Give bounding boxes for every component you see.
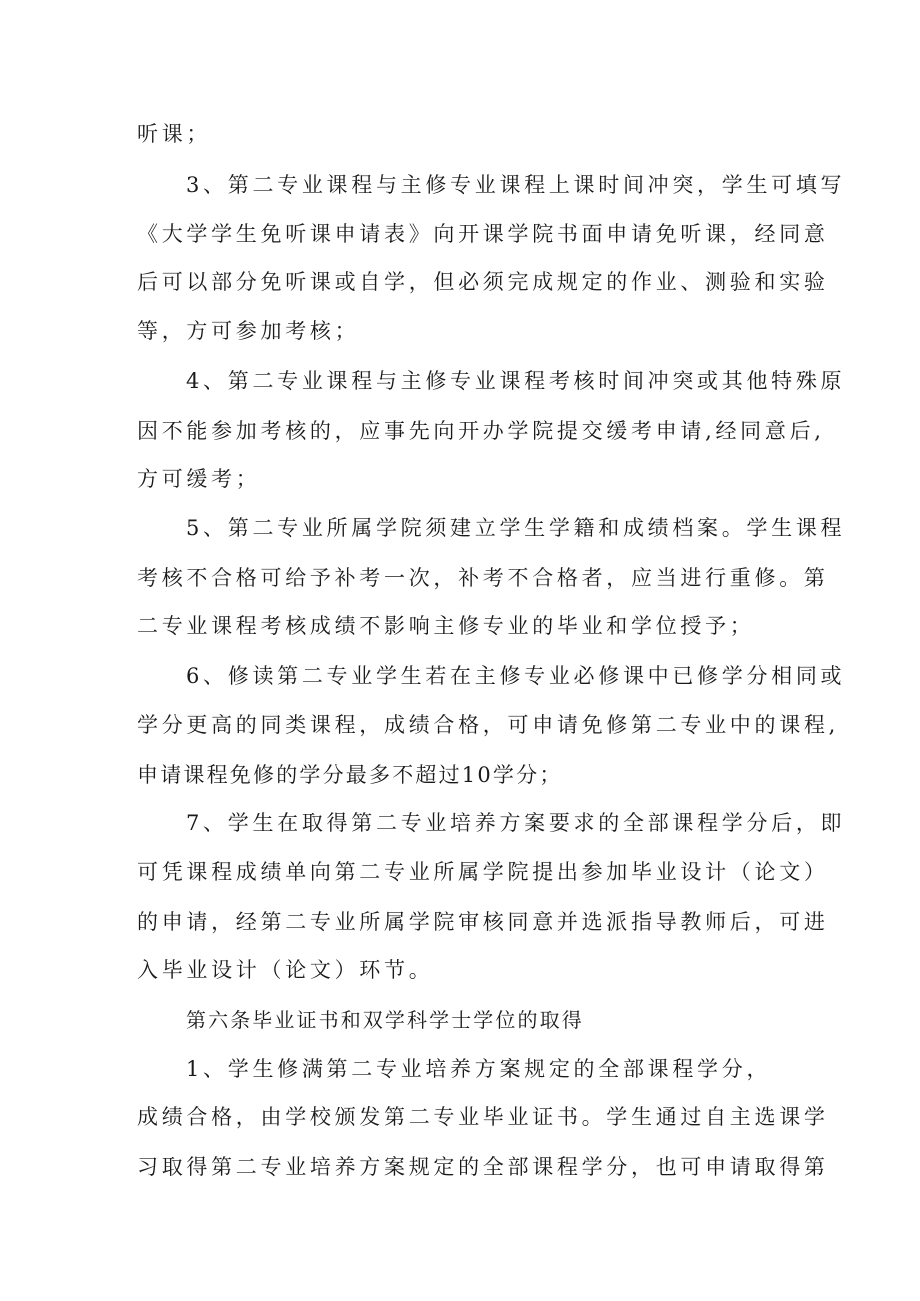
text-line: 7、学生在取得第二专业培养方案要求的全部课程学分后，即 (186, 811, 846, 835)
text-line: 后可以部分免听课或自学，但必须完成规定的作业、测验和实验 (137, 270, 829, 294)
text-line: 3、第二专业课程与主修专业课程上课时间冲突，学生可填写 (186, 173, 846, 197)
text-line: 1、学生修满第二专业培养方案规定的全部课程学分， (186, 1057, 772, 1081)
text-line: 5、第二专业所属学院须建立学生学籍和成绩档案。学生课程 (186, 516, 846, 540)
text-line: 的申请，经第二专业所属学院审核同意并选派指导教师后，可进 (137, 910, 829, 934)
section-heading: 第六条毕业证书和双学科学士学位的取得 (186, 1008, 584, 1032)
text-line: 因不能参加考核的，应事先向开办学院提交缓考申请,经同意后, (137, 419, 825, 443)
text-line: 6、修读第二专业学生若在主修专业必修课中已修学分相同或 (186, 664, 846, 688)
text-line: 申请课程免修的学分最多不超过10学分； (137, 763, 563, 787)
text-line: 方可缓考； (137, 467, 261, 491)
text-line: 入毕业设计（论文）环节。 (137, 958, 434, 982)
text-line: 《大学学生免听课申请表》向开课学院书面申请免听课，经同意 (137, 222, 829, 246)
text-line: 二专业课程考核成绩不影响主修专业的毕业和学位授予； (137, 614, 755, 638)
text-line: 4、第二专业课程与主修专业课程考核时间冲突或其他特殊原 (186, 369, 846, 393)
text-line: 习取得第二专业培养方案规定的全部课程学分，也可申请取得第 (137, 1155, 829, 1179)
text-line: 等，方可参加考核； (137, 319, 360, 343)
text-line: 可凭课程成绩单向第二专业所属学院提出参加毕业设计（论文） (137, 860, 829, 884)
text-line: 考核不合格可给予补考一次，补考不合格者，应当进行重修。第 (137, 566, 829, 590)
text-line: 学分更高的同类课程，成绩合格，可申请免修第二专业中的课程, (137, 713, 839, 737)
text-line: 成绩合格，由学校颁发第二专业毕业证书。学生通过自主选课学 (137, 1105, 829, 1129)
text-line: 听课； (137, 122, 212, 146)
